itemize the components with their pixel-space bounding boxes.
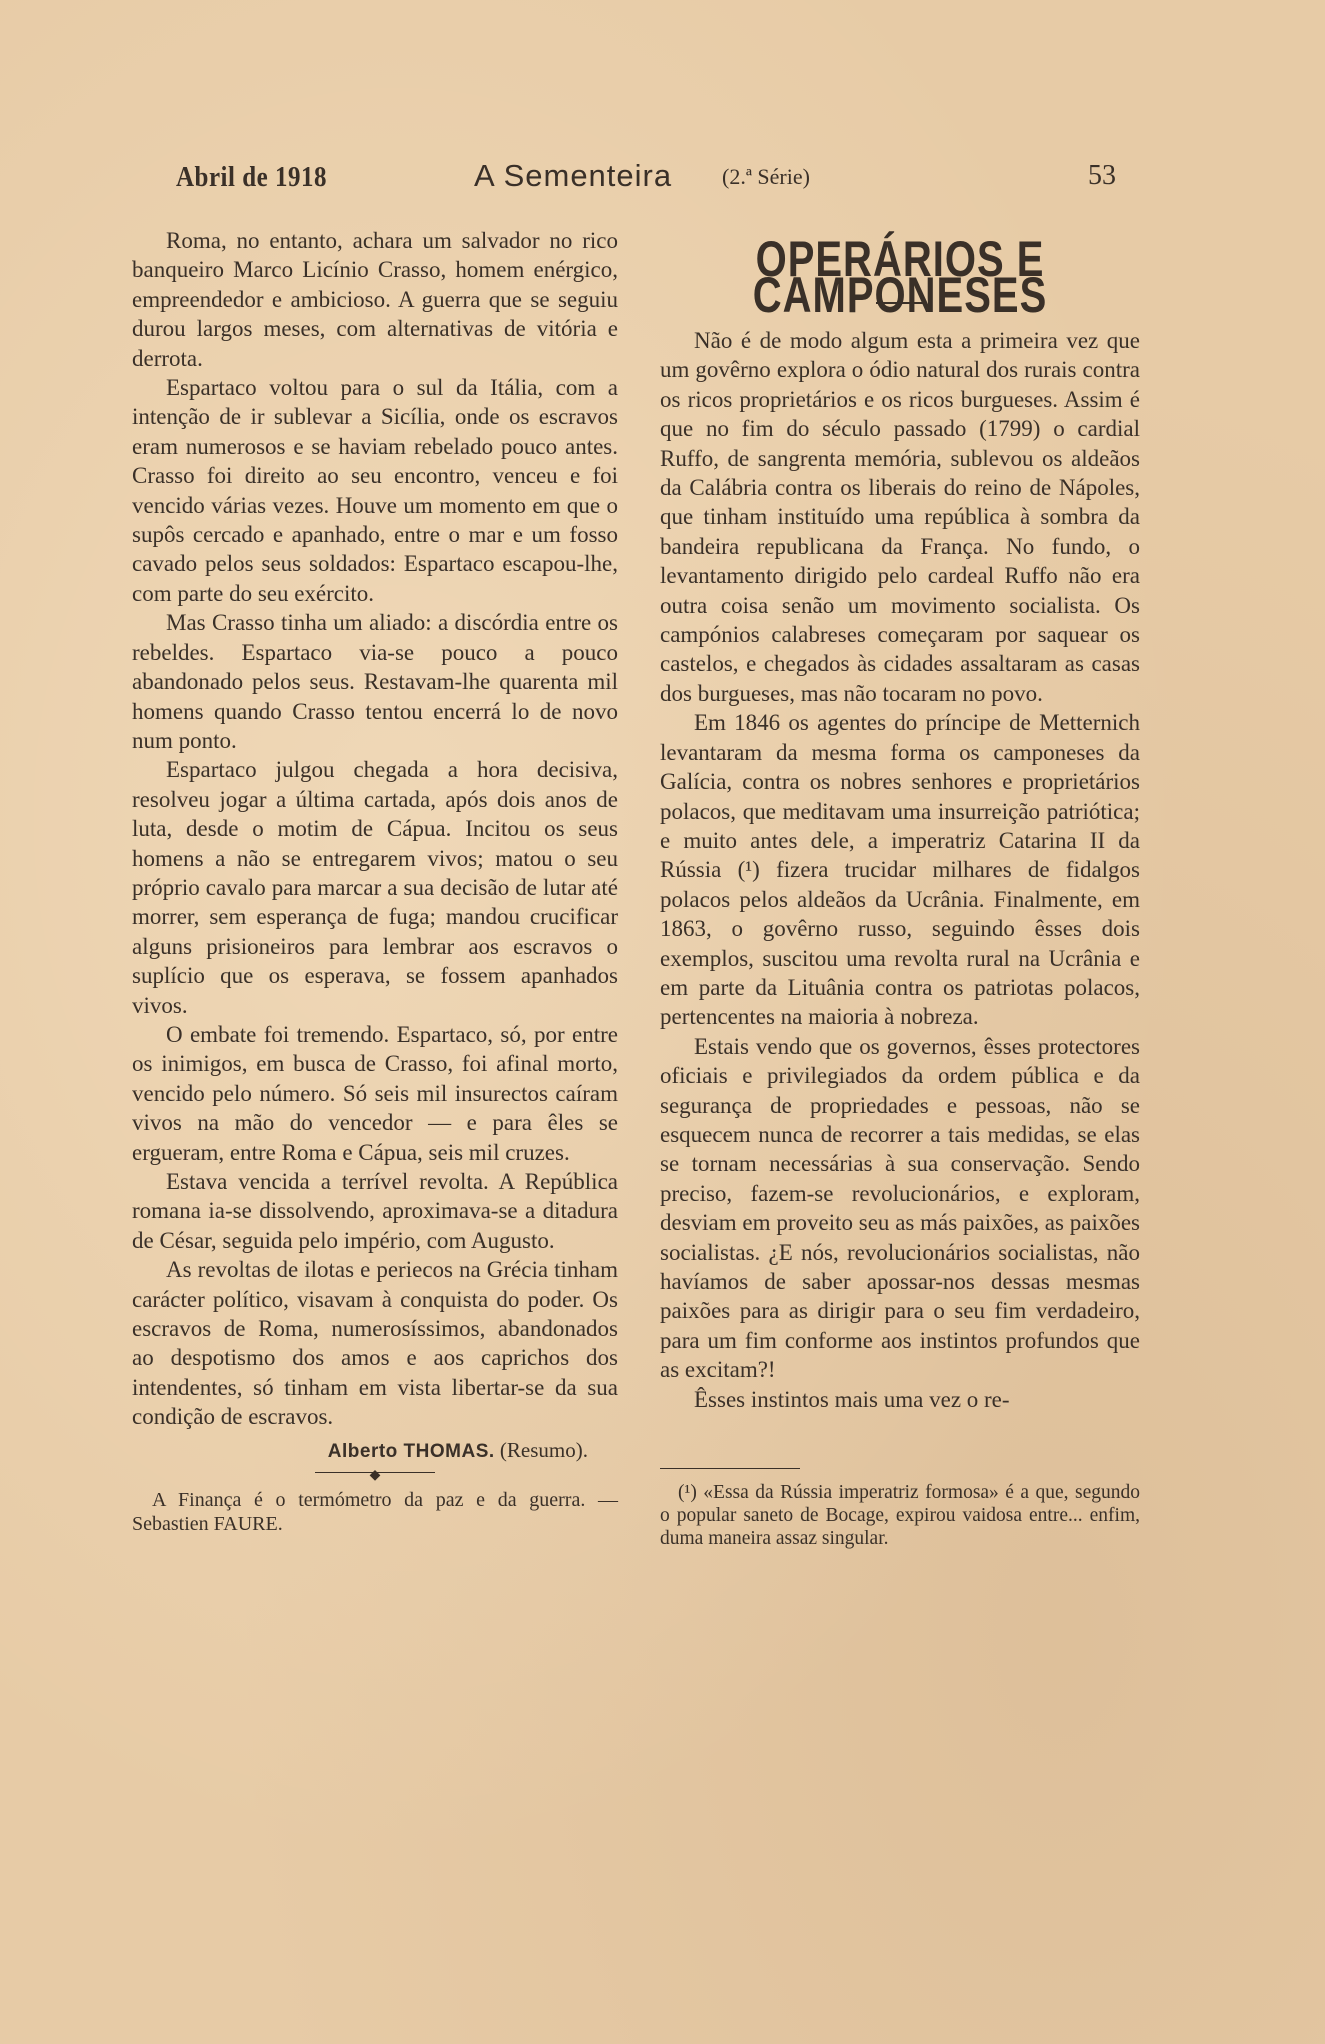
article-signature (132, 1436, 588, 1466)
paragraph: Roma, no entanto, achara um salvador no rico banqueiro Marco Licínio Crasso, homem enérgico, empreendedor e ambicioso. A guerra que se seguiu durou largos meses, com alternativas de vitória e derrota. (132, 228, 618, 371)
signature-note: (Resumo). (499, 1437, 588, 1462)
page-number: 53 (1088, 160, 1116, 191)
footnote: (¹) «Essa da Rússia imperatriz formosa» é a que, segundo o popular saneto de Bocage, expirou vaidosa entre... enfim, duma maneira assaz singular. (660, 1482, 1140, 1550)
publication-title: A Sementeira (474, 158, 673, 193)
paragraph: Mas Crasso tinha um aliado: a discórdia entre os rebeldes. Espartaco via-se pouco a pouco abandonado pelos seus. Restavam-lhe quarenta mil homens quando Crasso tentou encerrá lo de novo num ponto. (132, 610, 618, 753)
paragraph: Êsses instintos mais uma vez o re- (694, 1386, 1010, 1412)
paragraph: As revoltas de ilotas e periecos na Grécia tinham carácter político, visavam à conquista do poder. Os escravos de Roma, numerosíssimos, abandonados ao despotismo dos amos e aos caprichos dos intendentes, só tinham em vista libertar-se da sua condição de escravos. (132, 1257, 618, 1430)
series-label: (2.ª Série) (722, 164, 810, 189)
page-header (176, 158, 1116, 202)
left-column (132, 226, 618, 1536)
issue-date: Abril de 1918 (176, 162, 327, 194)
quote: A Finança é o termómetro da paz e da guerra. — Sebastien FAURE. (132, 1489, 618, 1536)
paragraph: Em 1846 os agentes do príncipe de Metternich levantaram da mesma forma os camponeses da Galícia, contra os nobres senhores e proprietários polacos, que meditavam uma insurreição patriótica; e muito antes dele, a imperatriz Catarina II da Rússia (¹) fizera trucidar milhares de fidalgos polacos pelos aldeãos da Ucrânia. Finalmente, em 1863, o govêrno russo, seguindo êsses dois exemplos, suscitou uma revolta rural na Ucrânia e em parte da Lituânia contra os patriotas polacos, pertencentes na maioria à nobreza. (660, 710, 1140, 1030)
paragraph: O embate foi tremendo. Espartaco, só, por entre os inimigos, em busca de Crasso, foi afinal morto, vencido pelo número. Só seis mil insurectos caíram vivos na mão do vencedor — e para êles se ergueram, entre Roma e Cápua, seis mil cruzes. (132, 1021, 618, 1165)
author-name: Alberto THOMAS. (327, 1440, 495, 1462)
paragraph: Estais vendo que os governos, êsses protectores oficiais e privilegiados da ordem pública e da segurança de propriedades e pessoas, não se esquecem nunca de recorrer a tais medidas, se elas se tornam necessárias à sua conservação. Sendo preciso, fazem-se revolucionários, e exploram, desviam em proveito seu as más paixões, as paixões socialistas. ¿E nós, revolucionários socialistas, não havíamos de saber apossar-nos dessas mesmas paixões para as dirigir para o seu fim verdadeiro, para um fim conforme aos instintos profundos que as excitam?! (660, 1033, 1140, 1383)
right-column (660, 226, 1140, 1550)
paragraph: Espartaco julgou chegada a hora decisiva, resolveu jogar a última cartada, após dois anos de luta, desde o motim de Cápua. Incitou os seus homens a não se entregarem vivos; matou o seu próprio cavalo para marcar a sua decisão de lutar até morrer, sem esperança de fuga; mandou crucificar alguns prisioneiros para lembrar aos escravos o suplício que os esperava, se fossem apanhados vivos. (132, 757, 618, 1018)
paragraph: Não é de modo algum esta a primeira vez que um govêrno explora o ódio natural dos rurais contra os ricos proprietários e os ricos burgueses. Assim é que no fim do século passado (1799) o cardial Ruffo, de sangrenta memória, sublevou os aldeãos da Calábria contra os liberais do reino de Nápoles, que tinham instituído uma república à sombra da bandeira republicana da França. No fundo, o levantamento dirigido pelo cardeal Ruffo não era outra coisa senão um movimento socialista. Os campónios calabreses começaram por saquear os castelos, e chegados às cidades assaltaram as casas dos burgueses, mas não tocaram no povo. (660, 328, 1140, 706)
paragraph: Espartaco voltou para o sul da Itália, com a intenção de ir sublevar a Sicília, onde os escravos eram numerosos e se haviam rebelado pouco antes. Crasso foi direito ao seu encontro, venceu e foi vencido várias vezes. Houve um momento em que o supôs cercado e apanhado, entre o mar e um fosso cavado pelos seus soldados: Espartaco escapou-lhe, com parte do seu exército. (132, 375, 618, 606)
footnote-rule (660, 1468, 800, 1469)
paragraph: Estava vencida a terrível revolta. A República romana ia-se dissolvendo, aproximava-se a ditadura de César, seguida pelo império, com Augusto. (132, 1169, 618, 1253)
ornament-divider (315, 1466, 435, 1480)
article-title: OPERÁRIOS E CAMPONESES (752, 232, 1048, 324)
